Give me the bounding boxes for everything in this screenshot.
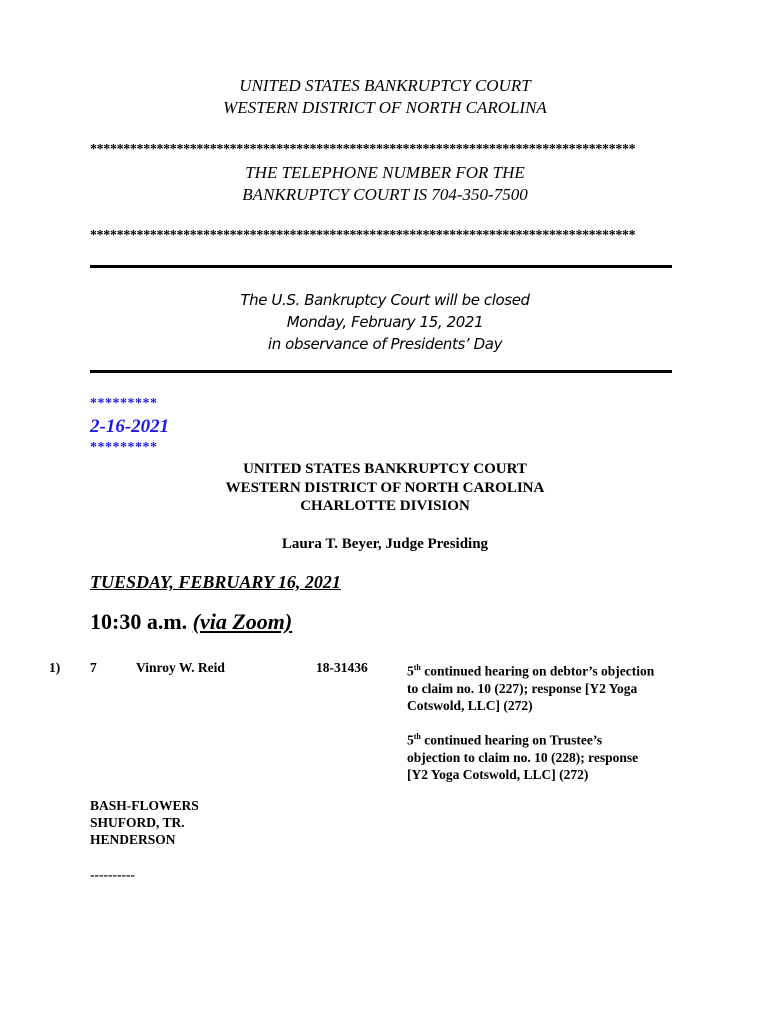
matter-2-line3: [Y2 Yoga Cotswold, LLC] (272) bbox=[407, 766, 589, 782]
telephone-line1: THE TELEPHONE NUMBER FOR THE bbox=[245, 163, 525, 182]
matter-1-line1 bbox=[407, 659, 697, 680]
attorney-2: SHUFORD, TR. bbox=[90, 815, 185, 830]
case-debtor: Vinroy W. Reid bbox=[136, 660, 225, 675]
matter-2-line1 bbox=[407, 728, 697, 749]
matter-1-ordinal: 5 bbox=[407, 663, 414, 679]
closure-notice bbox=[0, 289, 770, 355]
case-separator: ---------- bbox=[90, 867, 135, 882]
court-line3: CHARLOTTE DIVISION bbox=[300, 498, 470, 514]
telephone-line2: BANKRUPTCY COURT IS 704-350-7500 bbox=[242, 185, 528, 204]
horizontal-rule-bottom bbox=[90, 370, 672, 373]
matter-2-text1: continued hearing on Trustee’s bbox=[420, 732, 603, 748]
date-stars-bottom: ********* bbox=[90, 440, 158, 455]
case-item-number: 1) bbox=[49, 660, 61, 675]
court-division-block bbox=[0, 460, 770, 516]
matter-1-text1: continued hearing on debtor’s objection bbox=[420, 663, 655, 679]
court-header-line1: UNITED STATES BANKRUPTCY COURT bbox=[239, 76, 531, 95]
court-header bbox=[0, 75, 770, 119]
case-attorneys bbox=[90, 797, 199, 848]
time-slot-time: 10:30 a.m. bbox=[90, 609, 188, 634]
attorney-1: BASH-FLOWERS bbox=[90, 798, 199, 813]
closure-line1: The U.S. Bankruptcy Court will be closed bbox=[240, 291, 530, 309]
case-matter-2 bbox=[407, 728, 697, 783]
case-chapter: 7 bbox=[90, 660, 97, 675]
matter-1-line3: Cotswold, LLC] (272) bbox=[407, 697, 533, 713]
matter-1-line2: to claim no. 10 (227); response [Y2 Yoga bbox=[407, 680, 638, 696]
judge-presiding: Laura T. Beyer, Judge Presiding bbox=[281, 536, 489, 552]
case-number: 18-31436 bbox=[316, 660, 368, 675]
horizontal-rule-top bbox=[90, 265, 672, 268]
closure-line2: Monday, February 15, 2021 bbox=[286, 313, 484, 331]
matter-1-ordinal-suffix: th bbox=[413, 663, 421, 672]
day-heading: TUESDAY, FEBRUARY 16, 2021 bbox=[90, 572, 341, 592]
time-slot bbox=[90, 609, 292, 635]
stars-divider-top: ********************************************************************************** bbox=[90, 142, 636, 157]
matter-2-line2: objection to claim no. 10 (228); response bbox=[407, 749, 639, 765]
matter-2-ordinal-suffix: th bbox=[413, 732, 421, 741]
court-line2: WESTERN DISTRICT OF NORTH CAROLINA bbox=[225, 479, 545, 496]
date-stars-top: ********* bbox=[90, 396, 158, 411]
stars-divider-bottom: ********************************************************************************** bbox=[90, 228, 636, 243]
matter-2-ordinal: 5 bbox=[407, 732, 414, 748]
closure-line3: in observance of Presidents’ Day bbox=[267, 335, 503, 353]
calendar-date: 2-16-2021 bbox=[90, 416, 170, 437]
case-matter-1 bbox=[407, 659, 697, 714]
telephone-notice bbox=[0, 162, 770, 206]
court-line1: UNITED STATES BANKRUPTCY COURT bbox=[243, 461, 527, 477]
court-header-line2: WESTERN DISTRICT OF NORTH CAROLINA bbox=[223, 98, 547, 117]
attorney-3: HENDERSON bbox=[90, 832, 176, 847]
time-slot-via: (via Zoom) bbox=[192, 609, 293, 634]
